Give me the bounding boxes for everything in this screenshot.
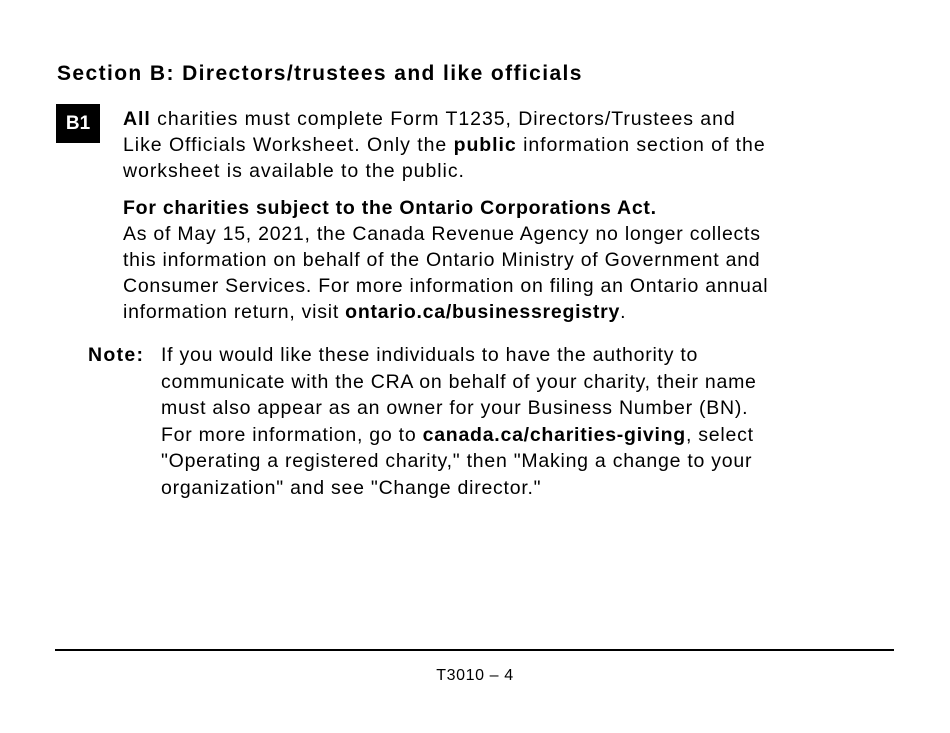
note-body [161,342,757,501]
ontario-line-4 [123,299,768,325]
section-title: Section B: Directors/trustees and like officials [57,62,583,85]
note-line-4-suffix: , select [685,423,754,446]
ontario-line-4-period: . [620,301,627,323]
note-line-1: If you would like these individuals to have the authority to [161,344,699,366]
b1-paragraph-ontario [123,195,768,325]
note-line-6: organization" and see "Change director." [161,476,542,499]
ontario-heading: For charities subject to the Ontario Corporations Act. [123,197,657,219]
b1-paragraph-worksheet [123,106,766,184]
ontario-line-1: As of May 15, 2021, the Canada Revenue Agency no longer collects [123,223,761,245]
b1-line-2-text-b: information section of the [516,134,766,156]
b1-bold-all: All [123,108,151,130]
b1-line-1 [123,106,766,132]
note-line-4-text: For more information, go to [161,423,423,446]
b1-line-2 [123,132,766,158]
note-line-3: must also appear as an owner for your Business Number (BN). [161,397,749,419]
note-line-5: "Operating a registered charity," then "Making a change to your [161,450,753,472]
footer-divider [55,649,894,651]
note-label: Note: [88,344,145,366]
b1-badge: B1 [56,104,100,143]
charities-giving-link[interactable]: canada.ca/charities-giving [422,423,686,446]
b1-line-2-text-a: Like Officials Worksheet. Only the [123,134,454,156]
b1-line-1-text: charities must complete Form T1235, Directors/Trustees and [150,108,736,130]
note-line-4 [161,422,757,449]
note-line-2: communicate with the CRA on behalf of your charity, their name [161,370,757,393]
b1-bold-public: public [453,134,517,156]
ontario-line-2: this information on behalf of the Ontario Ministry of Government and [123,249,761,271]
ontario-line-3: Consumer Services. For more information on filing an Ontario annual [123,275,769,297]
ontario-line-4-text: information return, visit [123,301,346,323]
ontario-business-registry-link[interactable]: ontario.ca/businessregistry [345,301,621,323]
page-number: T3010 – 4 [436,667,514,684]
b1-line-3: worksheet is available to the public. [123,160,465,182]
